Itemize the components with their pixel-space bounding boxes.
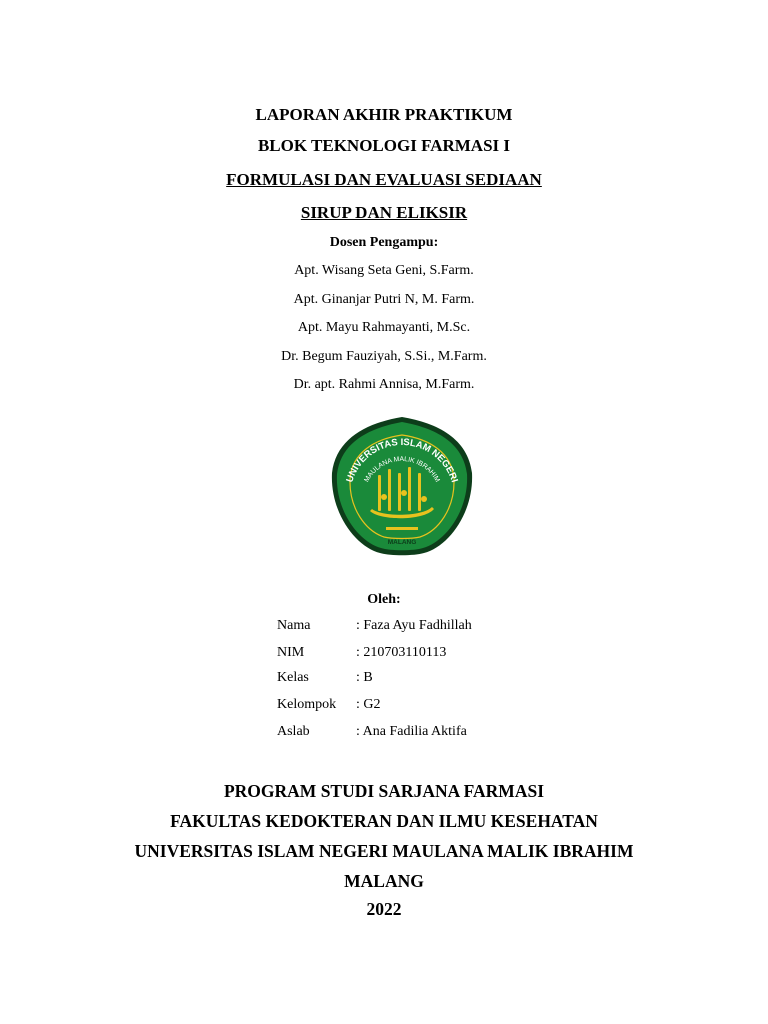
city-name: MALANG [344, 871, 424, 891]
lecturer-name: Apt. Ginanjar Putri N, M. Farm. [293, 292, 475, 307]
author-field-name [277, 618, 472, 634]
author-field-assistant [277, 724, 467, 740]
field-label: Aslab [277, 724, 310, 739]
field-label: Kelas [277, 670, 309, 685]
faculty-name: FAKULTAS KEDOKTERAN DAN ILMU KESEHATAN [170, 811, 598, 831]
author-field-class [277, 670, 373, 686]
block-title: BLOK TEKNOLOGI FARMASI I [257, 136, 511, 155]
field-label: Kelompok [277, 697, 337, 712]
university-name: UNIVERSITAS ISLAM NEGERI MAULANA MALIK IBRAHIM [134, 841, 634, 861]
lecturer-name: Apt. Wisang Seta Geni, S.Farm. [294, 263, 474, 278]
field-value: : Ana Fadilia Aktifa [356, 724, 467, 739]
report-title: LAPORAN AKHIR PRAKTIKUM [255, 105, 513, 124]
lecturer-name: Dr. Begum Fauziyah, S.Si., M.Farm. [281, 349, 487, 364]
field-value: : 210703110113 [356, 645, 447, 660]
topic-title-line2 [0, 203, 768, 223]
study-program: PROGRAM STUDI SARJANA FARMASI [223, 781, 545, 801]
lecturer-name: Dr. apt. Rahmi Annisa, M.Farm. [293, 377, 475, 392]
field-label: NIM [277, 645, 305, 660]
field-value: : G2 [356, 697, 381, 712]
field-value: : Faza Ayu Fadhillah [356, 618, 472, 633]
lecturers-heading: Dosen Pengampu: [329, 235, 439, 250]
author-heading: Oleh: [367, 592, 401, 607]
field-label: Nama [277, 618, 311, 633]
author-field-nim [277, 645, 446, 661]
lecturer-name: Apt. Mayu Rahmayanti, M.Sc. [297, 320, 471, 335]
topic-title-line2-text: SIRUP DAN ELIKSIR [300, 203, 468, 222]
year: 2022 [366, 899, 402, 919]
university-logo [328, 413, 476, 560]
author-field-group [277, 697, 381, 713]
topic-title-line1-text: FORMULASI DAN EVALUASI SEDIAAN [226, 170, 542, 189]
logo-divider [386, 527, 418, 530]
field-value: : B [356, 670, 373, 685]
logo-bottom-text: MALANG [387, 539, 417, 546]
topic-title-line1 [0, 170, 768, 190]
logo-inner-text: MAULANA MALIK IBRAHIM [363, 455, 441, 484]
logo-arc-text: UNIVERSITAS ISLAM NEGERI [344, 436, 460, 484]
